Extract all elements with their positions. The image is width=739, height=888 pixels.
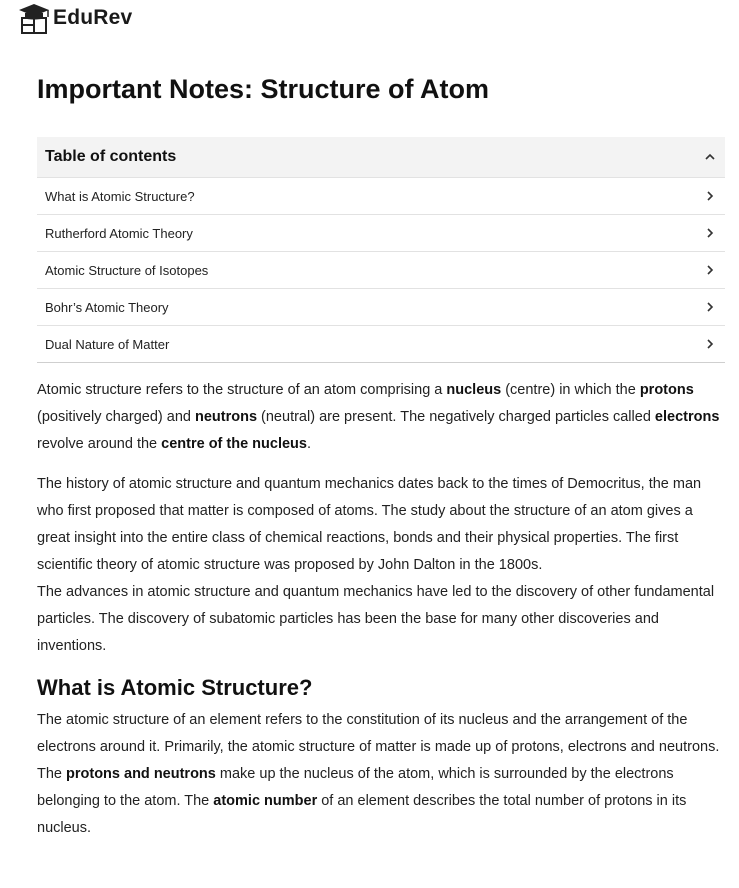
toc-item[interactable]	[37, 325, 725, 362]
bold-term: atomic number	[213, 793, 318, 809]
bold-term: electrons	[654, 409, 720, 425]
text-run: (positively charged) and	[37, 409, 195, 425]
bold-term: protons	[639, 382, 694, 398]
site-header	[17, 1, 132, 35]
toc-header[interactable]	[37, 137, 725, 177]
brand-name[interactable]: EduRev	[53, 6, 133, 29]
toc-item-label: Atomic Structure of Isotopes	[45, 262, 209, 278]
toc-item[interactable]	[37, 214, 725, 251]
intro-paragraph-2: The history of atomic structure and quantum mechanics dates back to the times of Democritus, the man who first proposed that matter is composed of atoms. The study about the structure of an atom gives a great insight into the entire class of chemical reactions, bonds and their physical properties. The first scientific theory of atomic structure was proposed by John Dalton in the 1800s.	[37, 476, 702, 573]
intro-paragraph-1	[37, 377, 727, 458]
intro-paragraph-3: The advances in atomic structure and quantum mechanics have led to the discovery of other fundamental particles. The discovery of subatomic particles has been the base for many other discoveries and inventions.	[37, 584, 715, 654]
graduation-cap-logo-icon[interactable]	[17, 1, 51, 35]
table-of-contents	[37, 137, 725, 363]
bold-term: neutrons	[194, 409, 258, 425]
section-heading: What is Atomic Structure?	[37, 675, 313, 700]
text-run: .	[306, 436, 312, 452]
page-title: Important Notes: Structure of Atom	[37, 74, 489, 104]
toc-item-label: Bohr’s Atomic Theory	[45, 299, 169, 315]
chevron-right-icon	[703, 337, 717, 351]
section-paragraph-2	[37, 761, 727, 842]
bold-term: protons and neutrons	[66, 766, 216, 782]
toc-item[interactable]	[37, 288, 725, 325]
text-run: of an element describes the total number of protons in its nucleus.	[37, 793, 687, 836]
toc-item-label: Rutherford Atomic Theory	[45, 225, 193, 241]
toc-title: Table of contents	[45, 148, 177, 165]
toc-item[interactable]	[37, 251, 725, 288]
bold-term: nucleus	[446, 382, 502, 398]
text-run: make up the nucleus of the atom, which is surrounded by the electrons belonging to the atom. The	[37, 766, 674, 809]
text-run: (centre) in which the	[501, 382, 640, 398]
chevron-up-icon[interactable]	[703, 150, 717, 164]
text-run: revolve around the	[37, 436, 162, 452]
chevron-right-icon	[703, 300, 717, 314]
text-run: The	[37, 766, 67, 782]
article-body	[37, 377, 727, 842]
toc-item[interactable]	[37, 177, 725, 214]
toc-item-label: What is Atomic Structure?	[45, 188, 195, 204]
text-run: Atomic structure refers to the structure of an atom comprising a	[37, 382, 447, 398]
chevron-right-icon	[703, 226, 717, 240]
section-paragraph-1: The atomic structure of an element refers to the constitution of its nucleus and the arrangement of the electrons around it. Primarily, the atomic structure of matter is made up of protons, electrons and neutrons.	[37, 712, 720, 755]
toc-item-label: Dual Nature of Matter	[45, 336, 170, 352]
bold-term: centre of the nucleus	[161, 436, 307, 452]
chevron-right-icon	[703, 189, 717, 203]
text-run: (neutral) are present. The negatively charged particles called	[257, 409, 655, 425]
chevron-right-icon	[703, 263, 717, 277]
